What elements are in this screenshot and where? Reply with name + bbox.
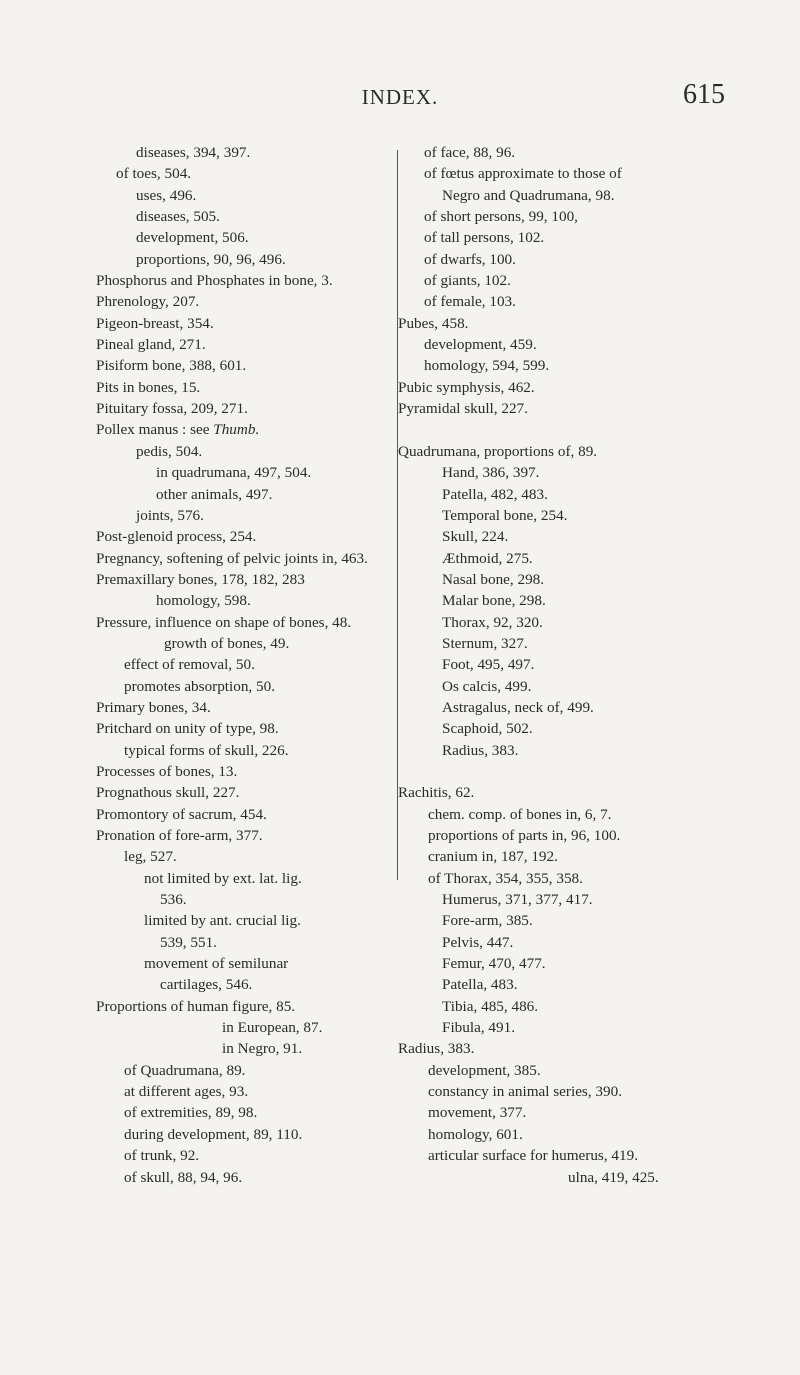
index-entry [96, 1102, 394, 1123]
index-entry [96, 1145, 394, 1166]
index-entry [398, 932, 712, 953]
index-entry [398, 526, 712, 547]
index-entry-text: Radius, 383. [398, 1040, 475, 1058]
index-entry-text: Pressure, influence on shape of bones, 48. [96, 613, 352, 631]
index-entry-text: of trunk, 92. [124, 1147, 200, 1165]
index-entry [96, 548, 394, 569]
index-entry [96, 142, 394, 163]
index-entry [96, 526, 394, 547]
index-entry-text: promotes absorption, 50. [124, 677, 276, 695]
index-entry-text: Pituitary fossa, 209, 271. [96, 400, 248, 418]
index-entry [96, 484, 394, 505]
index-column-left [96, 142, 394, 1188]
index-entry-text: 536. [160, 891, 187, 909]
index-entry-text: of female, 103. [424, 293, 516, 311]
index-entry-text: Temporal bone, 254. [442, 506, 568, 524]
index-entry-text: in European, 87. [222, 1019, 323, 1037]
index-entry [96, 974, 394, 995]
index-entry [96, 355, 394, 376]
index-entry [96, 1081, 394, 1102]
index-entry-text: 539, 551. [160, 933, 217, 951]
index-entry [398, 419, 712, 440]
index-entry [96, 612, 394, 633]
index-entry-text: Pollex manus : see [96, 421, 214, 439]
index-entry [398, 868, 712, 889]
index-entry [96, 697, 394, 718]
index-entry [96, 633, 394, 654]
index-entry [96, 227, 394, 248]
index-entry-text: not limited by ext. lat. lig. [144, 869, 302, 887]
index-entry [96, 441, 394, 462]
index-entry [398, 612, 712, 633]
index-entry [398, 1060, 712, 1081]
index-entry-text: Patella, 483. [442, 976, 518, 994]
index-entry-text: of toes, 504. [116, 165, 192, 183]
index-entry-text: cartilages, 546. [160, 976, 253, 994]
index-entry-text: Pronation of fore-arm, 377. [96, 827, 263, 844]
index-entry-text: in Negro, 91. [222, 1040, 303, 1058]
index-entry [96, 740, 394, 761]
index-entry-text: of short persons, 99, 100, [424, 208, 578, 226]
index-entry-text: Pelvis, 447. [442, 933, 514, 951]
index-entry [398, 334, 712, 355]
index-entry-text: Pritchard on unity of type, 98. [96, 720, 279, 738]
index-entry [398, 441, 712, 462]
index-entry [398, 377, 712, 398]
index-entry [96, 249, 394, 270]
index-entry [96, 1017, 394, 1038]
index-entry [96, 718, 394, 739]
index-entry [96, 782, 394, 803]
index-entry [96, 270, 394, 291]
index-entry [96, 889, 394, 910]
index-entry [398, 953, 712, 974]
index-entry [398, 782, 712, 803]
index-entry [96, 868, 394, 889]
index-entry-text: growth of bones, 49. [164, 634, 290, 652]
index-entry-text: of face, 88, 96. [424, 144, 516, 161]
index-entry-text: Fibula, 491. [442, 1019, 515, 1037]
index-entry [398, 996, 712, 1017]
index-entry-text: in quadrumana, 497, 504. [156, 464, 312, 482]
index-entry [398, 1145, 712, 1166]
index-entry-text: effect of removal, 50. [124, 656, 255, 674]
index-entry-text: other animals, 497. [156, 485, 273, 503]
index-entry [398, 889, 712, 910]
index-entry [398, 676, 712, 697]
index-entry [398, 1081, 712, 1102]
index-entry [398, 355, 712, 376]
index-entry [398, 633, 712, 654]
index-entry-text: homology, 598. [156, 592, 251, 610]
index-entry-text: of extremities, 89, 98. [124, 1104, 258, 1122]
index-entry [96, 163, 394, 184]
index-entry-text: typical forms of skull, 226. [124, 741, 289, 759]
index-entry-text: Fore-arm, 385. [442, 912, 533, 930]
index-entry-text: Prognathous skull, 227. [96, 784, 240, 802]
index-entry-text: Promontory of sacrum, 454. [96, 805, 267, 823]
index-entry-text: Radius, 383. [442, 741, 519, 759]
index-entry-text: Negro and Quadrumana, 98. [442, 186, 615, 204]
index-entry-text: Astragalus, neck of, 499. [442, 698, 594, 716]
index-entry [96, 1124, 394, 1145]
index-entry-text: Malar bone, 298. [442, 592, 546, 610]
index-entry-text: proportions of parts in, 96, 100. [428, 827, 621, 844]
index-entry [96, 825, 394, 846]
index-entry [398, 291, 712, 312]
index-entry [96, 291, 394, 312]
index-entry [96, 569, 394, 590]
index-entry-text: Phrenology, 207. [96, 293, 200, 311]
index-entry-text: Processes of bones, 13. [96, 762, 238, 780]
index-entry [96, 910, 394, 931]
index-entry-text: movement of semilunar [144, 955, 289, 973]
index-entry [96, 1167, 394, 1188]
index-entry [96, 505, 394, 526]
index-entry-text: Post-glenoid process, 254. [96, 528, 257, 546]
index-entry-text: articular surface for humerus, 419. [428, 1147, 639, 1165]
index-entry-text: Phosphorus and Phosphates in bone, 3. [96, 272, 333, 290]
index-entry-text: development, 385. [428, 1061, 541, 1079]
index-entry [398, 590, 712, 611]
index-entry-text: Pyramidal skull, 227. [398, 400, 528, 418]
index-entry-text: of fœtus approximate to those of [424, 165, 622, 183]
index-entry [96, 419, 394, 440]
index-entry-text: of tall persons, 102. [424, 229, 545, 247]
index-entry-text: Rachitis, 62. [398, 784, 475, 802]
index-entry-text: constancy in animal series, 390. [428, 1083, 623, 1101]
index-entry-text: Pubic symphysis, 462. [398, 378, 535, 396]
index-entry [398, 718, 712, 739]
index-entry [96, 398, 394, 419]
index-entry-text: Scaphoid, 502. [442, 720, 533, 738]
index-entry [96, 334, 394, 355]
index-entry-text: of Thorax, 354, 355, 358. [428, 869, 583, 887]
index-entry [398, 697, 712, 718]
index-entry-text: Proportions of human figure, 85. [96, 997, 296, 1015]
index-entry-text: Pregnancy, softening of pelvic joints in, 463. [96, 549, 368, 567]
index-entry-text: Tibia, 485, 486. [442, 997, 539, 1015]
index-entry [398, 142, 712, 163]
index-entry-text: of giants, 102. [424, 272, 511, 290]
index-entry-text: homology, 601. [428, 1125, 523, 1143]
index-entry-text: development, 459. [424, 336, 537, 354]
index-entry-text: Nasal bone, 298. [442, 570, 545, 588]
page-title: INDEX. [361, 85, 439, 109]
page-header [0, 79, 800, 125]
index-entry-text: joints, 576. [136, 506, 204, 524]
index-entry [398, 206, 712, 227]
page-number: 615 [683, 79, 725, 110]
index-entry-text: pedis, 504. [136, 442, 203, 460]
index-entry [398, 846, 712, 867]
index-entry [398, 1017, 712, 1038]
index-entry-text: limited by ant. crucial lig. [144, 912, 301, 930]
index-entry-text: Foot, 495, 497. [442, 656, 535, 674]
index-entry [398, 484, 712, 505]
index-entry-italic: Thumb. [213, 421, 260, 439]
index-entry-text: diseases, 394, 397. [136, 144, 251, 161]
index-entry [398, 185, 712, 206]
index-entry-text: Femur, 470, 477. [442, 955, 546, 973]
index-entry [398, 1167, 712, 1188]
index-entry-text: during development, 89, 110. [124, 1125, 303, 1143]
index-entry-text: homology, 594, 599. [424, 357, 550, 375]
index-entry [96, 676, 394, 697]
index-entry-text: Os calcis, 499. [442, 677, 532, 695]
index-entry-text: leg, 527. [124, 848, 177, 866]
index-entry-text: movement, 377. [428, 1104, 527, 1122]
index-entry [398, 398, 712, 419]
index-entry-text: diseases, 505. [136, 208, 220, 226]
index-entry [398, 462, 712, 483]
index-entry-text: Primary bones, 34. [96, 698, 211, 716]
index-entry-text: Pits in bones, 15. [96, 378, 201, 396]
index-entry [96, 761, 394, 782]
index-entry [398, 825, 712, 846]
index-entry [398, 163, 712, 184]
index-entry-text: Humerus, 371, 377, 417. [442, 891, 593, 909]
index-entry-text: ulna, 419, 425. [568, 1168, 659, 1186]
index-entry-text: Æthmoid, 275. [442, 549, 533, 567]
index-entry [398, 654, 712, 675]
index-entry [398, 761, 712, 782]
index-entry [96, 206, 394, 227]
index-entry [398, 740, 712, 761]
index-entry [96, 1038, 394, 1059]
index-entry-text: Pubes, 458. [398, 314, 469, 332]
index-entry-text: Skull, 224. [442, 528, 509, 546]
index-entry-text: Premaxillary bones, 178, 182, 283 [96, 570, 305, 588]
index-entry-text: at different ages, 93. [124, 1083, 249, 1101]
index-entry-text: of dwarfs, 100. [424, 250, 516, 268]
index-entry [96, 377, 394, 398]
index-entry [398, 910, 712, 931]
index-entry-text: uses, 496. [136, 186, 197, 204]
index-entry-text: Quadrumana, proportions of, 89. [398, 442, 598, 460]
index-entry [96, 804, 394, 825]
index-entry-text: cranium in, 187, 192. [428, 848, 558, 866]
index-entry [96, 932, 394, 953]
index-entry [96, 313, 394, 334]
index-entry [398, 569, 712, 590]
index-entry [96, 953, 394, 974]
index-entry-text: Pisiform bone, 388, 601. [96, 357, 247, 375]
index-entry-text: Hand, 386, 397. [442, 464, 540, 482]
index-entry-text: of Quadrumana, 89. [124, 1061, 246, 1079]
index-entry [398, 1038, 712, 1059]
index-entry-text: Patella, 482, 483. [442, 485, 548, 503]
index-entry [398, 1124, 712, 1145]
index-entry [398, 505, 712, 526]
index-entry [398, 548, 712, 569]
index-entry-text: Pineal gland, 271. [96, 336, 206, 354]
index-entry-text: Thorax, 92, 320. [442, 613, 543, 631]
index-entry [96, 590, 394, 611]
index-entry [398, 227, 712, 248]
index-entry-text: development, 506. [136, 229, 249, 247]
index-entry [398, 804, 712, 825]
index-entry [96, 185, 394, 206]
index-entry-text: Sternum, 327. [442, 634, 528, 652]
index-entry-text: Pigeon-breast, 354. [96, 314, 214, 332]
index-entry [96, 654, 394, 675]
index-entry [96, 996, 394, 1017]
index-entry-text: proportions, 90, 96, 496. [136, 250, 286, 268]
index-entry [398, 313, 712, 334]
index-entry [398, 974, 712, 995]
index-column-right [398, 142, 712, 1188]
index-entry [398, 249, 712, 270]
index-entry [398, 270, 712, 291]
index-entry [96, 846, 394, 867]
index-entry-text: of skull, 88, 94, 96. [124, 1168, 243, 1186]
index-entry [96, 1060, 394, 1081]
index-entry-text: chem. comp. of bones in, 6, 7. [428, 805, 612, 823]
index-entry [96, 462, 394, 483]
index-entry [398, 1102, 712, 1123]
